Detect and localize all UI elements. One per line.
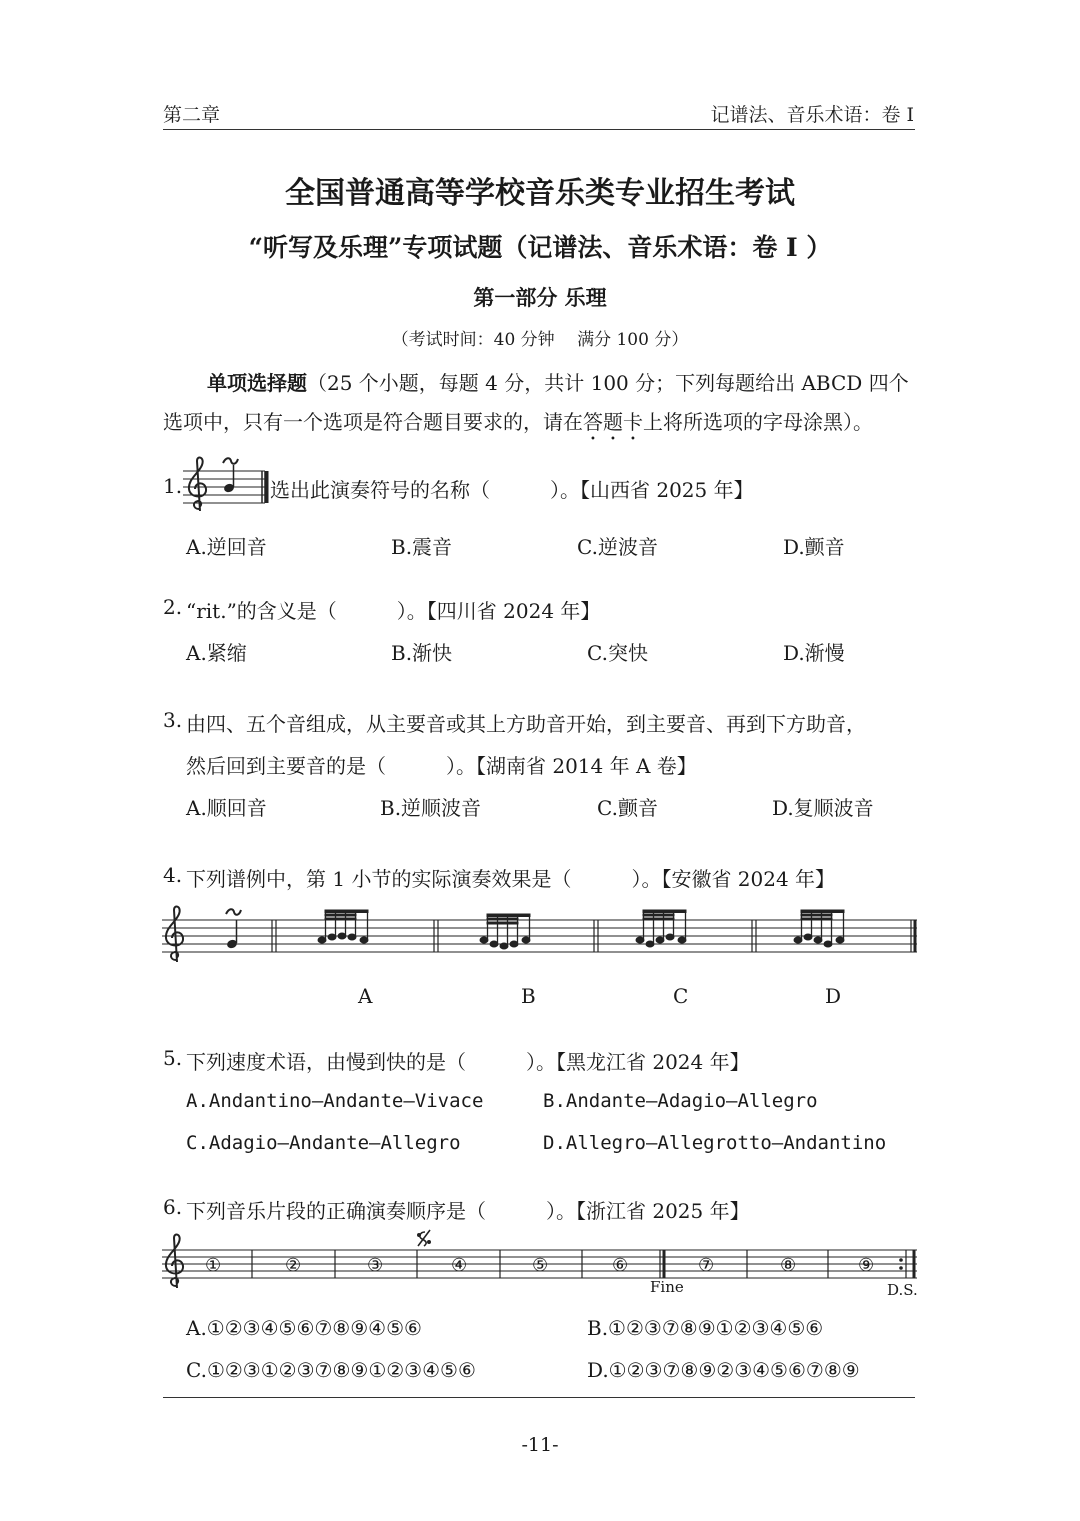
q6-mark-5: ⑤ bbox=[532, 1255, 549, 1276]
q6-mark-7: ⑦ bbox=[698, 1255, 715, 1276]
q5-text: 下列速度术语，由慢到快的是（ ）。【黑龙江省 2024 年】 bbox=[186, 1050, 750, 1074]
fine-marking: Fine bbox=[650, 1278, 684, 1296]
q2-option-d[interactable]: D.渐慢 bbox=[783, 641, 845, 665]
q4-number: 4. bbox=[163, 863, 183, 887]
q2-option-c[interactable]: C.突快 bbox=[587, 641, 648, 665]
q3-option-a[interactable]: A.顺回音 bbox=[186, 796, 267, 820]
segno-icon bbox=[418, 1230, 430, 1246]
q4-label-d[interactable]: D bbox=[825, 984, 842, 1008]
q4-text: 下列谱例中，第 1 小节的实际演奏效果是（ ）。【安徽省 2024 年】 bbox=[186, 867, 836, 891]
section-label: 记谱法、音乐术语：卷 I bbox=[710, 104, 914, 126]
q6-option-a[interactable]: A.①②③④⑤⑥⑦⑧⑨④⑤⑥ bbox=[186, 1316, 422, 1340]
turn-ornament-icon bbox=[223, 458, 238, 464]
q4-staff bbox=[162, 900, 920, 970]
chapter-label: 第二章 bbox=[163, 104, 221, 126]
answer-card-emphasis: 答题卡 bbox=[583, 410, 643, 434]
q1-option-a[interactable]: A.逆回音 bbox=[186, 535, 267, 559]
treble-clef-icon bbox=[166, 907, 183, 962]
q1-staff bbox=[183, 455, 269, 513]
instructions-line1-text: （25 个小题，每题 4 分，共计 100 分；下列每题给出 ABCD 四个 bbox=[307, 371, 909, 395]
q3-text-line1: 由四、五个音组成，从主要音或其上方助音开始，到主要音、再到下方助音， bbox=[186, 712, 866, 736]
instructions-line2-post: 上将所选项的字母涂黑）。 bbox=[643, 410, 873, 434]
q4-label-b[interactable]: B bbox=[521, 984, 536, 1008]
q6-mark-4: ④ bbox=[451, 1255, 468, 1276]
q3-option-d[interactable]: D.复顺波音 bbox=[772, 796, 874, 820]
exam-info: （考试时间：40 分钟 满分 100 分） bbox=[391, 330, 689, 350]
q1-option-b[interactable]: B.震音 bbox=[391, 535, 453, 559]
q6-mark-8: ⑧ bbox=[780, 1255, 797, 1276]
part-heading: 第一部分 乐理 bbox=[473, 285, 607, 310]
q1-text: 选出此演奏符号的名称（ ）。【山西省 2025 年】 bbox=[270, 478, 754, 502]
q4-label-c[interactable]: C bbox=[673, 984, 689, 1008]
q6-option-c[interactable]: C.①②③①②③⑦⑧⑨①②③④⑤⑥ bbox=[186, 1358, 476, 1382]
q3-option-b[interactable]: B.逆顺波音 bbox=[380, 796, 482, 820]
page-title: 全国普通高等学校音乐类专业招生考试 bbox=[285, 176, 795, 211]
turn-ornament-icon bbox=[226, 909, 241, 915]
q6-option-b[interactable]: B.①②③⑦⑧⑨①②③④⑤⑥ bbox=[587, 1316, 824, 1340]
q2-option-a[interactable]: A.紧缩 bbox=[186, 641, 247, 665]
q6-mark-1: ① bbox=[205, 1255, 222, 1276]
q3-option-c[interactable]: C.颤音 bbox=[597, 796, 658, 820]
q1-option-c[interactable]: C.逆波音 bbox=[577, 535, 658, 559]
q6-mark-2: ② bbox=[285, 1255, 302, 1276]
instructions-line1 bbox=[207, 367, 909, 396]
q1-number: 1. bbox=[163, 474, 183, 498]
ds-marking: D.S. bbox=[887, 1281, 918, 1299]
q6-mark-3: ③ bbox=[367, 1255, 384, 1276]
q6-text: 下列音乐片段的正确演奏顺序是（ ）。【浙江省 2025 年】 bbox=[186, 1199, 750, 1223]
q2-number: 2. bbox=[163, 595, 183, 619]
q4-label-a[interactable]: A bbox=[358, 984, 373, 1008]
instructions-line2 bbox=[163, 406, 873, 445]
q6-mark-6: ⑥ bbox=[612, 1255, 629, 1276]
q1-option-d[interactable]: D.颤音 bbox=[783, 535, 845, 559]
q5-option-b[interactable]: B.Andante—Adagio—Allegro bbox=[543, 1090, 818, 1112]
q5-option-d[interactable]: D.Allegro—Allegrotto—Andantino bbox=[543, 1132, 887, 1154]
q6-option-d[interactable]: D.①②③⑦⑧⑨②③④⑤⑥⑦⑧⑨ bbox=[587, 1358, 860, 1382]
footer-rule bbox=[163, 1397, 915, 1398]
header-rule bbox=[163, 129, 915, 130]
page-number: -11- bbox=[521, 1434, 559, 1456]
treble-clef-icon bbox=[166, 1235, 183, 1288]
q5-option-a[interactable]: A.Andantino—Andante—Vivace bbox=[186, 1090, 484, 1112]
q2-option-b[interactable]: B.渐快 bbox=[391, 641, 453, 665]
page-subtitle: “听写及乐理”专项试题（记谱法、音乐术语：卷 I ） bbox=[248, 233, 832, 262]
q6-number: 6. bbox=[163, 1195, 183, 1219]
q4-group-a-notes bbox=[318, 910, 368, 943]
q5-number: 5. bbox=[163, 1046, 183, 1070]
instructions-line2-pre: 选项中，只有一个选项是符合题目要求的，请在 bbox=[163, 410, 583, 434]
instructions-lead: 单项选择题 bbox=[207, 371, 307, 395]
q2-text: “rit.”的含义是（ ）。【四川省 2024 年】 bbox=[186, 599, 601, 623]
q3-text-line2: 然后回到主要音的是（ ）。【湖南省 2014 年 A 卷】 bbox=[186, 754, 697, 778]
q6-mark-9: ⑨ bbox=[858, 1255, 875, 1276]
q3-number: 3. bbox=[163, 708, 183, 732]
q5-option-c[interactable]: C.Adagio—Andante—Allegro bbox=[186, 1132, 461, 1154]
